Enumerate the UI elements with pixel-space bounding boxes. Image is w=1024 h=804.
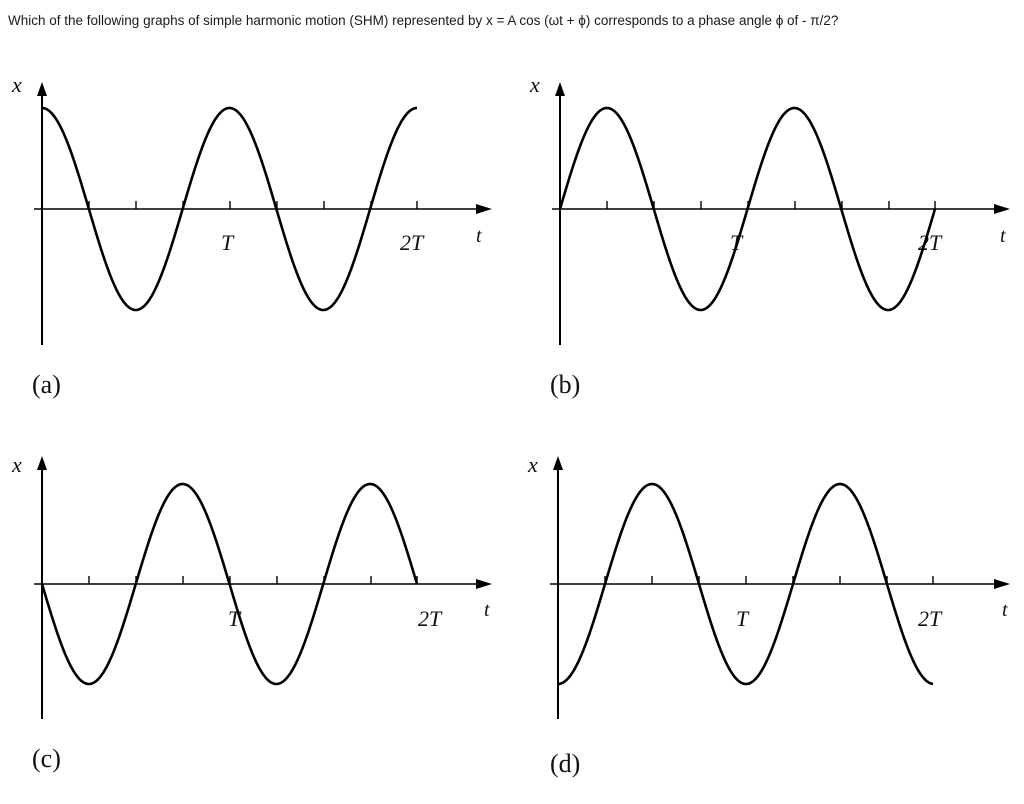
tick-label-T: T	[736, 606, 749, 631]
x-axis-ticks	[607, 201, 935, 209]
y-axis-label: x	[12, 72, 22, 97]
tick-label-2T: 2T	[918, 606, 942, 631]
x-axis-arrow-icon	[994, 204, 1010, 214]
graph-d-svg	[518, 444, 1018, 804]
graph-label: (d)	[550, 749, 581, 778]
y-axis-arrow-icon	[37, 456, 47, 470]
y-axis-arrow-icon	[37, 82, 47, 96]
y-axis-label: x	[12, 452, 22, 477]
question-text: Which of the following graphs of simple harmonic motion (SHM) represented by x = A cos (ωt + ϕ) corresponds to a phase angle ϕ of - π/2?	[8, 13, 839, 28]
tick-label-T: T	[228, 606, 241, 631]
x-axis-arrow-icon	[476, 579, 492, 589]
x-axis-ticks	[89, 201, 417, 209]
graph-panel-d	[518, 444, 1018, 804]
x-axis-label: t	[1000, 225, 1006, 247]
graph-a-svg	[0, 70, 500, 430]
graph-label: (b)	[550, 370, 581, 399]
graph-panel-c	[0, 444, 500, 804]
x-axis-label: t	[1002, 599, 1008, 621]
x-axis-label: t	[484, 599, 490, 621]
x-axis-arrow-icon	[476, 204, 492, 214]
graph-label: (a)	[32, 370, 61, 399]
graph-c-svg	[0, 444, 500, 804]
graph-label: (c)	[32, 744, 61, 773]
y-axis-arrow-icon	[553, 456, 563, 470]
tick-label-2T: 2T	[918, 230, 942, 255]
x-axis-label: t	[476, 225, 482, 247]
tick-label-2T: 2T	[400, 230, 424, 255]
tick-label-2T: 2T	[418, 606, 442, 631]
y-axis-label: x	[528, 452, 538, 477]
y-axis-label: x	[530, 72, 540, 97]
x-axis-arrow-icon	[994, 579, 1010, 589]
graph-panel-a	[0, 70, 500, 430]
tick-label-T: T	[730, 230, 743, 255]
graph-panel-b	[518, 70, 1018, 430]
y-axis-arrow-icon	[555, 82, 565, 96]
tick-label-T: T	[221, 230, 234, 255]
graph-b-svg	[518, 70, 1018, 430]
